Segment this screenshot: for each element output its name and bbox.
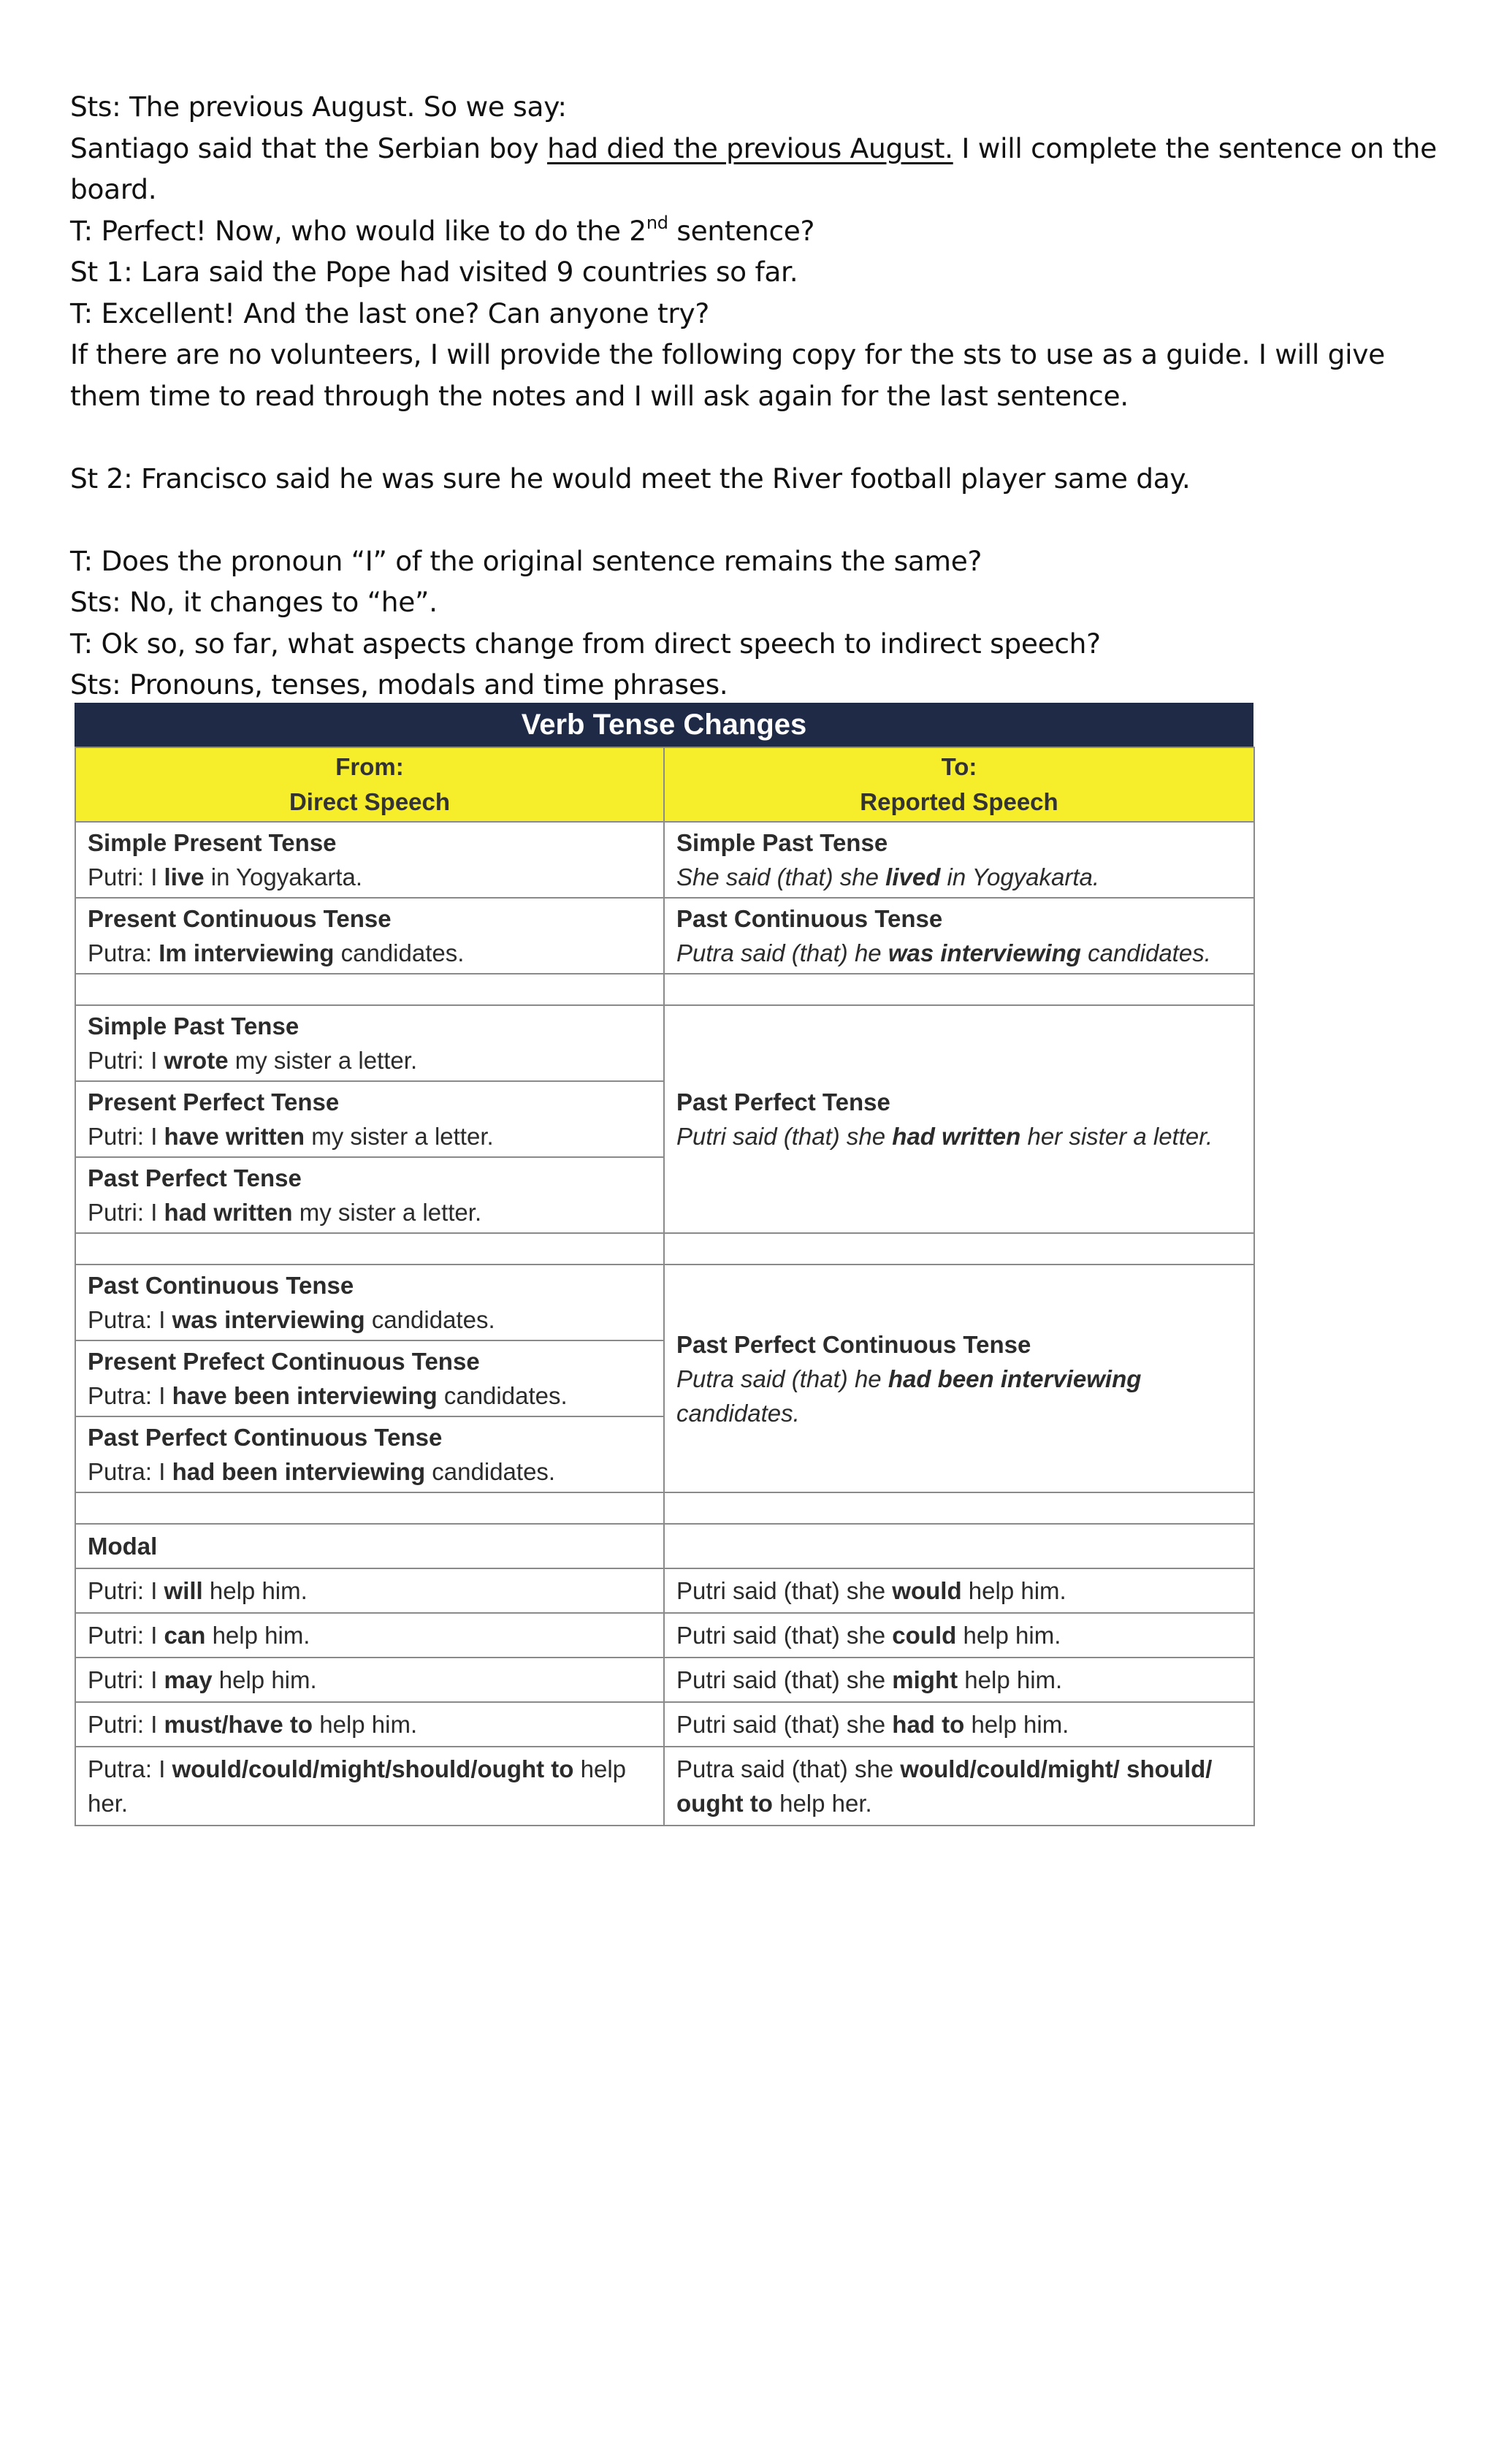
- dialogue-line: Sts: No, it changes to “he”.: [70, 586, 438, 618]
- tense-name: Simple Past Tense: [88, 1012, 299, 1040]
- tense-table-grid: [75, 747, 1255, 1826]
- reported-cell: [664, 822, 1254, 898]
- direct-cell: [75, 822, 664, 898]
- example-sentence: Putra: I have been interviewing candidates.: [88, 1382, 568, 1409]
- header-to: To:: [941, 753, 977, 780]
- header-direct: Direct Speech: [289, 788, 451, 815]
- verb-tense-table: [75, 703, 1253, 1826]
- table-row: [75, 1265, 1254, 1340]
- table-spacer-row: [75, 1492, 1254, 1524]
- table-row: [75, 1524, 1254, 1568]
- reported-cell: Putri said (that) she had to help him.: [664, 1702, 1254, 1747]
- example-sentence: Putri: I had written my sister a letter.: [88, 1199, 482, 1226]
- direct-cell: Putri: I can help him.: [75, 1613, 664, 1658]
- tense-name: Simple Past Tense: [676, 829, 888, 856]
- direct-cell: Putri: I may help him.: [75, 1658, 664, 1702]
- table-title: Verb Tense Changes: [75, 703, 1253, 747]
- table-spacer-row: [75, 974, 1254, 1005]
- example-sentence: Putra: I was interviewing candidates.: [88, 1306, 495, 1333]
- header-direct-speech: [75, 747, 664, 822]
- table-row: [75, 898, 1254, 974]
- direct-cell: [75, 1005, 664, 1081]
- table-row: [75, 1747, 1254, 1826]
- example-sentence: Putri: I live in Yogyakarta.: [88, 863, 363, 890]
- reported-cell: Putri said (that) she could help him.: [664, 1613, 1254, 1658]
- dialogue-line: [70, 128, 1443, 210]
- tense-name: Modal: [88, 1533, 158, 1560]
- table-row: [75, 1568, 1254, 1613]
- tense-name: Present Perfect Tense: [88, 1088, 340, 1115]
- dialogue-line: St 2: Francisco said he was sure he would meet the River football player same day.: [70, 462, 1191, 495]
- table-row: [75, 1613, 1254, 1658]
- header-reported-speech: [664, 747, 1254, 822]
- ordinal-suffix: nd: [646, 213, 668, 233]
- reported-cell: [664, 898, 1254, 974]
- direct-cell: Putri: I will help him.: [75, 1568, 664, 1613]
- dialogue-line: T: Does the pronoun “I” of the original sentence remains the same?: [70, 544, 982, 577]
- tense-name: Past Perfect Continuous Tense: [88, 1424, 443, 1451]
- table-row: [75, 1005, 1254, 1081]
- underlined-phrase: had died the previous August.: [547, 131, 953, 164]
- direct-cell: [75, 1265, 664, 1340]
- dialogue-text: T: Perfect! Now, who would like to do the 2: [70, 214, 646, 247]
- lesson-dialogue: [70, 86, 1443, 706]
- direct-cell: [75, 1340, 664, 1416]
- dialogue-line: [70, 210, 1443, 252]
- dialogue-text: sentence?: [668, 214, 815, 247]
- table-spacer-row: [75, 1233, 1254, 1265]
- direct-cell: Putra: I would/could/might/should/ought to help her.: [75, 1747, 664, 1826]
- table-row: [75, 1658, 1254, 1702]
- tense-name: Past Continuous Tense: [88, 1272, 354, 1299]
- example-sentence: She said (that) she lived in Yogyakarta.: [676, 863, 1100, 890]
- header-from: From:: [335, 753, 404, 780]
- reported-cell: [664, 1005, 1254, 1233]
- direct-cell: [75, 1524, 664, 1568]
- table-row: [75, 822, 1254, 898]
- direct-cell: [75, 1081, 664, 1157]
- example-sentence: Putri said (that) she had written her sister a letter.: [676, 1123, 1213, 1150]
- tense-name: Past Perfect Tense: [88, 1164, 302, 1191]
- dialogue-line: Sts: The previous August. So we say:: [70, 91, 567, 123]
- tense-name: Present Continuous Tense: [88, 905, 392, 932]
- header-reported: Reported Speech: [860, 788, 1058, 815]
- dialogue-line: If there are no volunteers, I will provide the following copy for the sts to use as a guide. I will give them time to read through the notes and I will ask again for the last sentence.: [70, 338, 1385, 412]
- tense-name: Simple Present Tense: [88, 829, 337, 856]
- paragraph-gap: [70, 416, 1443, 458]
- reported-cell: Putri said (that) she would help him.: [664, 1568, 1254, 1613]
- direct-cell: Putri: I must/have to help him.: [75, 1702, 664, 1747]
- dialogue-line: Sts: Pronouns, tenses, modals and time phrases.: [70, 668, 728, 701]
- paragraph-gap: [70, 499, 1443, 541]
- dialogue-line: T: Ok so, so far, what aspects change from direct speech to indirect speech?: [70, 627, 1101, 660]
- example-sentence: Putri: I have written my sister a letter.: [88, 1123, 494, 1150]
- example-sentence: Putra said (that) he was interviewing candidates.: [676, 939, 1211, 966]
- dialogue-text: Santiago said that the Serbian boy: [70, 131, 548, 164]
- example-sentence: Putra: I had been interviewing candidates.: [88, 1458, 556, 1485]
- tense-name: Past Perfect Tense: [676, 1088, 890, 1115]
- direct-cell: [75, 1157, 664, 1233]
- table-header-row: [75, 747, 1254, 822]
- example-sentence: Putri: I wrote my sister a letter.: [88, 1047, 418, 1074]
- tense-name: Past Continuous Tense: [676, 905, 943, 932]
- dialogue-line: T: Excellent! And the last one? Can anyone try?: [70, 297, 709, 329]
- table-row: [75, 1702, 1254, 1747]
- reported-cell: Putri said (that) she might help him.: [664, 1658, 1254, 1702]
- tense-name: Past Perfect Continuous Tense: [676, 1330, 1031, 1358]
- direct-cell: [75, 1416, 664, 1492]
- reported-cell: [664, 1524, 1254, 1568]
- example-sentence: Putra said (that) he had been interviewing candidates.: [676, 1365, 1142, 1427]
- reported-cell: Putra said (that) she would/could/might/ should/ ought to help her.: [664, 1747, 1254, 1826]
- direct-cell: [75, 898, 664, 974]
- tense-name: Present Prefect Continuous Tense: [88, 1348, 480, 1375]
- example-sentence: Putra: Im interviewing candidates.: [88, 939, 465, 966]
- dialogue-text: I will complete the sentence on the board.: [70, 131, 1437, 205]
- dialogue-line: St 1: Lara said the Pope had visited 9 countries so far.: [70, 256, 798, 288]
- reported-cell: [664, 1265, 1254, 1492]
